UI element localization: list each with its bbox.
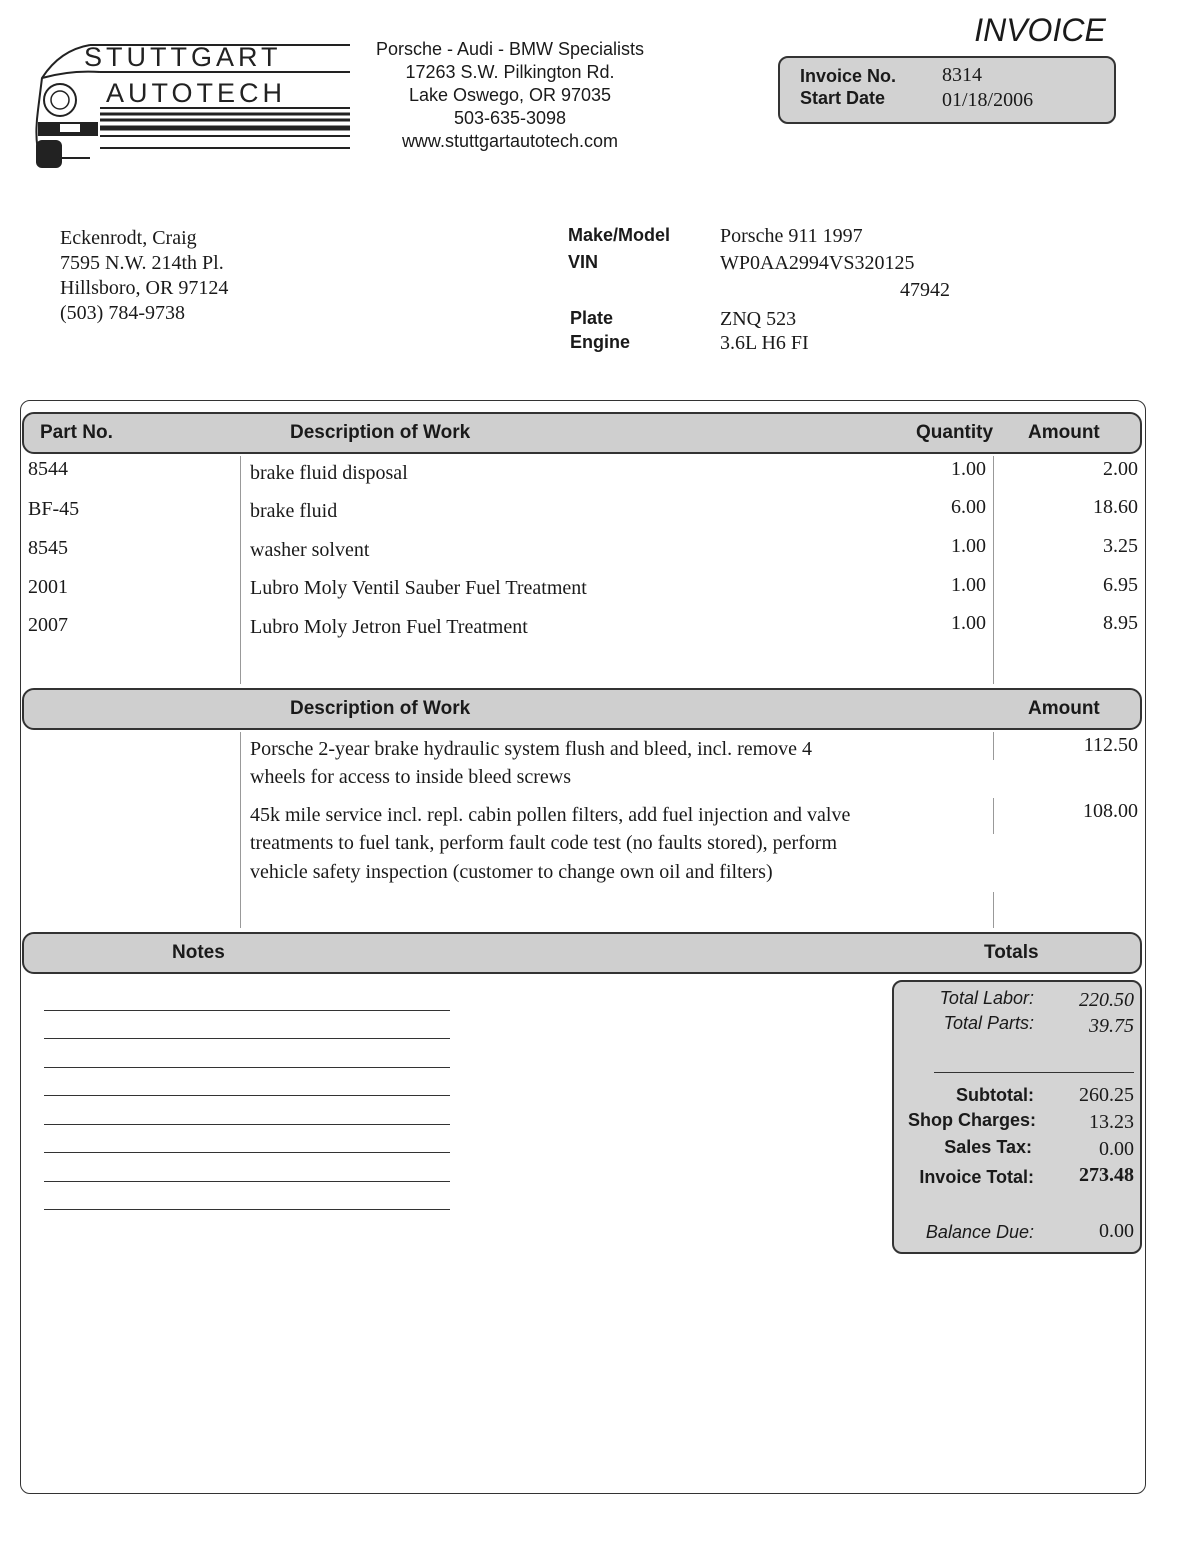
part-number: 2001 [28,576,68,598]
balance-due: 0.00 [1099,1220,1134,1242]
totals-box [892,980,1142,1254]
total-parts-label: Total Parts: [943,1013,1034,1033]
shop-specialty: Porsche - Audi - BMW Specialists [375,39,645,59]
engine-label: Engine [570,332,631,352]
labor-column-divider [993,892,994,928]
totals-divider [934,1072,1134,1073]
subtotal: 260.25 [1079,1084,1134,1106]
parts-column-divider [240,456,241,684]
part-number: 8544 [28,458,68,480]
part-amount: 8.95 [1103,612,1138,634]
labor-column-divider [993,732,994,760]
labor-description-line: treatments to fuel tank, perform fault code test (no faults stored), perform [250,832,838,854]
notes-line [44,1181,450,1182]
notes-totals-header [22,932,1142,974]
shop-website: www.stuttgartautotech.com [401,131,619,151]
totals-header: Totals [984,942,1039,963]
customer-name: Eckenrodt, Craig [60,227,197,249]
part-quantity: 6.00 [951,496,986,518]
labor-column-divider [993,798,994,834]
shop-phone: 503-635-3098 [453,108,567,128]
shop-address-1: 17263 S.W. Pilkington Rd. [405,62,615,82]
start-date-label: Start Date [800,88,886,108]
notes-line [44,1010,450,1011]
logo-line-2: AUTOTECH [106,78,287,108]
shop-info [340,38,680,153]
part-amount: 3.25 [1103,535,1138,557]
notes-line [44,1209,450,1210]
notes-line [44,1095,450,1096]
document-title: INVOICE [974,12,1106,48]
part-amount: 6.95 [1103,574,1138,596]
part-no-header: Part No. [40,422,113,443]
labor-amount-header: Amount [1028,698,1100,719]
part-quantity: 1.00 [951,535,986,557]
start-date: 01/18/2006 [942,89,1034,111]
part-description: Lubro Moly Jetron Fuel Treatment [250,616,528,638]
notes-line [44,1067,450,1068]
labor-description-header: Description of Work [290,698,471,719]
plate-label: Plate [570,308,614,328]
subtotal-label: Subtotal: [956,1085,1034,1105]
labor-amount: 112.50 [1083,734,1138,756]
parts-amount-header: Amount [1028,422,1100,443]
part-amount: 18.60 [1093,496,1138,518]
invoice-number-label: Invoice No. [800,66,897,86]
sales-tax: 0.00 [1099,1138,1134,1160]
shop-charges: 13.23 [1089,1111,1134,1133]
make-model-label: Make/Model [568,225,671,245]
shop-logo [30,40,360,170]
invoice-total-label: Invoice Total: [919,1167,1034,1187]
part-quantity: 1.00 [951,458,986,480]
notes-line [44,1038,450,1039]
labor-description-line: wheels for access to inside bleed screws [250,766,571,788]
part-number: 8545 [28,537,68,559]
part-description: washer solvent [250,539,370,561]
part-quantity: 1.00 [951,612,986,634]
labor-amount: 108.00 [1083,800,1138,822]
parts-column-divider [993,456,994,684]
notes-line [44,1152,450,1153]
customer-block [60,226,228,326]
part-number: 2007 [28,614,68,636]
notes-line [44,1124,450,1125]
labor-description-line: 45k mile service incl. repl. cabin pollen filters, add fuel injection and valve [250,804,851,826]
part-number: BF-45 [28,498,80,520]
part-description: brake fluid disposal [250,462,408,484]
balance-due-label: Balance Due: [925,1222,1034,1242]
logo-line-1: STUTTGART [84,42,282,72]
part-description: Lubro Moly Ventil Sauber Fuel Treatment [250,577,587,599]
invoice-total: 273.48 [1079,1164,1134,1186]
shop-charges-label: Shop Charges: [907,1110,1036,1130]
invoice-info-box [778,56,1116,124]
customer-phone: (503) 784-9738 [60,302,185,324]
sales-tax-label: Sales Tax: [944,1137,1032,1157]
notes-header: Notes [172,942,225,963]
vin: WP0AA2994VS320125 [720,252,915,274]
mileage: 47942 [900,279,950,301]
total-labor-label: Total Labor: [939,988,1034,1008]
plate: ZNQ 523 [720,308,797,330]
part-quantity: 1.00 [951,574,986,596]
parts-header [22,412,1142,454]
parts-description-header: Description of Work [290,422,471,443]
make-model: Porsche 911 1997 [720,225,863,247]
labor-header [22,688,1142,730]
invoice-number: 8314 [942,64,982,86]
engine: 3.6L H6 FI [720,332,809,354]
customer-city: Hillsboro, OR 97124 [60,277,229,299]
customer-street: 7595 N.W. 214th Pl. [60,252,224,274]
labor-description-line: vehicle safety inspection (customer to change own oil and filters) [250,861,773,883]
vin-label: VIN [568,252,599,272]
labor-column-divider [240,732,241,928]
shop-address-2: Lake Oswego, OR 97035 [408,85,612,105]
total-parts: 39.75 [1089,1015,1134,1037]
labor-description-line: Porsche 2-year brake hydraulic system flush and bleed, incl. remove 4 [250,738,813,760]
part-description: brake fluid [250,500,338,522]
part-amount: 2.00 [1103,458,1138,480]
quantity-header: Quantity [916,422,994,443]
total-labor: 220.50 [1079,989,1134,1011]
